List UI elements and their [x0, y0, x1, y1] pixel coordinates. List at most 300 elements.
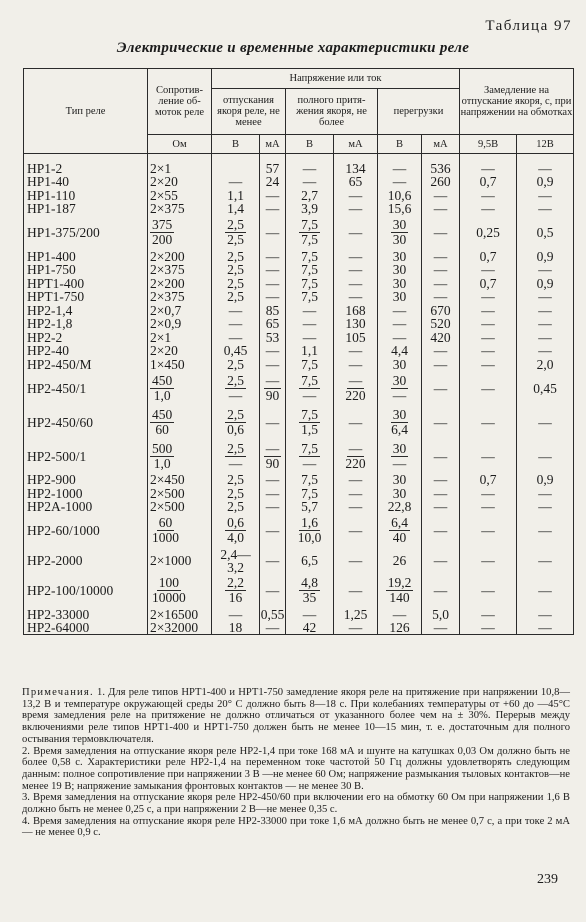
overload-v-cell: 30	[378, 473, 422, 487]
overload-ma-cell: —	[422, 621, 460, 635]
note-1-text: 1. Для реле типов НРТ1-400 и НРТ1-750 замедление якоря реле на притяжение при напряжении 10,8—13,2 В и температуре окружающей среды 20° С должно быть 8—18 с. При колебаниях температуры от +60 до —45°С время замедления реле на притяжение не должно отличаться от указанного более чем на ± 30%. Перерыв между включениями реле типов НРТ1-400 и НРТ1-750 должен быть не менее 10—15 мин, т. е. достаточным для полного остывания термовключателя.	[22, 687, 571, 745]
release-ma-cell: —	[260, 202, 286, 216]
release-ma-cell: —	[260, 358, 286, 372]
relay-type-cell: НР2-450/1	[24, 371, 148, 405]
denominator: 90	[265, 387, 280, 403]
delay-95-cell: —	[460, 331, 517, 345]
denominator: 4,0	[227, 530, 244, 545]
delay-95-cell: 0,7	[460, 473, 517, 487]
delay-12-cell: —	[517, 405, 574, 439]
relay-type-cell: НР2-450/М	[24, 358, 148, 372]
table-row	[24, 358, 574, 372]
header-unit-ma: мА	[422, 135, 460, 154]
relay-type-cell: НР2-1000	[24, 487, 148, 501]
delay-95-cell: —	[460, 263, 517, 277]
resistance-cell: 2×375	[148, 263, 212, 277]
denominator: 90	[265, 455, 280, 471]
denominator: —	[228, 455, 243, 471]
denominator: 7,5	[301, 232, 318, 247]
header-resistance: Сопротив-ление об-моток реле	[148, 69, 212, 135]
denominator: —	[302, 387, 317, 403]
header-delay-95: 9,5В	[460, 135, 517, 154]
release-ma-cell: 53	[260, 331, 286, 345]
table-row	[24, 548, 574, 574]
delay-12-cell: —	[517, 304, 574, 318]
denominator: 1,0	[153, 455, 171, 471]
release-v-cell: 2,4—3,2	[212, 548, 260, 574]
relay-type-cell: НР2-2	[24, 331, 148, 345]
fraction-value	[150, 408, 174, 437]
note-2: 2. Время замедления на отпускание якоря реле НР2-1,4 при токе 168 мА и шунте на катушках 0,03 Ом должно быть не более 0,58 с. Характеристики реле НР2-1,4 на переменном токе частотой 50 Гц должны удовлетворять следующим данным: полное сопротивление при напряжении 3 В —не менее 60 Ом; напряжение размыкания тыловых контактов—не менее 19 В; напряжение замыкания фронтовых контактов — не менее 30 В.	[22, 745, 570, 792]
overload-ma-cell: —	[422, 202, 460, 216]
delay-12-cell: 0,9	[517, 473, 574, 487]
fraction-value	[264, 374, 282, 403]
attract-v-cell: —	[286, 154, 334, 176]
overload-ma-cell: —	[422, 548, 460, 574]
numerator: 2,5	[227, 372, 244, 388]
attract-v-cell: 1,1	[286, 344, 334, 358]
delay-95-cell: —	[460, 487, 517, 501]
attract-v-cell: 3,9	[286, 202, 334, 216]
overload-ma-cell: —	[422, 290, 460, 304]
release-v-cell: —	[212, 608, 260, 622]
table-row	[24, 189, 574, 203]
table-row	[24, 250, 574, 264]
denominator: 1,5	[301, 421, 318, 437]
header-delay: Замедление на отпускание якоря, с, при напряжении на обмотках	[460, 69, 574, 135]
relay-type-cell: НР2-1,4	[24, 304, 148, 318]
header-unit-v: В	[286, 135, 334, 154]
delay-95-cell: —	[460, 358, 517, 372]
attract-ma-cell	[334, 439, 378, 473]
delay-12-cell: 0,9	[517, 250, 574, 264]
overload-v-cell	[378, 439, 422, 473]
release-ma-cell: —	[260, 216, 286, 250]
page-number: 239	[537, 872, 558, 887]
overload-v-cell: —	[378, 154, 422, 176]
resistance-cell: 2×200	[148, 250, 212, 264]
relay-type-cell: НР2-64000	[24, 621, 148, 635]
numerator: 30	[392, 372, 407, 388]
delay-95-cell: —	[460, 439, 517, 473]
attract-v-cell: —	[286, 175, 334, 189]
attract-ma-cell: —	[334, 500, 378, 514]
overload-ma-cell: —	[422, 473, 460, 487]
delay-12-cell: —	[517, 154, 574, 176]
table-row	[24, 344, 574, 358]
numerator: —	[265, 440, 280, 456]
denominator: 220	[345, 387, 366, 403]
release-v-cell: —	[212, 317, 260, 331]
release-v-cell: —	[212, 331, 260, 345]
overload-v-cell: 26	[378, 548, 422, 574]
table-row	[24, 304, 574, 318]
attract-ma-cell: —	[334, 202, 378, 216]
delay-12-cell: —	[517, 621, 574, 635]
delay-95-cell: —	[460, 514, 517, 548]
numerator: 6,4	[391, 515, 408, 530]
overload-v-cell: 30	[378, 487, 422, 501]
resistance-cell: 2×20	[148, 344, 212, 358]
fraction-value	[299, 442, 320, 471]
denominator: 60	[155, 421, 169, 437]
denominator: 200	[152, 232, 173, 247]
relay-type-cell: НР1-110	[24, 189, 148, 203]
attract-ma-cell: —	[334, 548, 378, 574]
resistance-cell: 2×0,7	[148, 304, 212, 318]
table-row	[24, 473, 574, 487]
attract-v-cell: —	[286, 304, 334, 318]
release-v-cell: 2,5	[212, 277, 260, 291]
relay-type-cell: НР1-40	[24, 175, 148, 189]
denominator: 220	[345, 455, 366, 471]
release-v-cell	[212, 371, 260, 405]
attract-ma-cell: 168	[334, 304, 378, 318]
release-ma-cell: —	[260, 263, 286, 277]
release-v-cell	[212, 514, 260, 548]
attract-ma-cell: —	[334, 621, 378, 635]
numerator: 500	[152, 440, 173, 456]
table-row	[24, 371, 574, 405]
overload-v-cell	[378, 405, 422, 439]
numerator: 30	[392, 406, 407, 422]
overload-v-cell: 30	[378, 277, 422, 291]
attract-ma-cell: —	[334, 263, 378, 277]
delay-95-cell: —	[460, 304, 517, 318]
numerator: 7,5	[301, 406, 318, 422]
overload-ma-cell: —	[422, 371, 460, 405]
delay-12-cell: —	[517, 500, 574, 514]
denominator: 140	[389, 590, 410, 605]
attract-v-cell: 42	[286, 621, 334, 635]
numerator: 100	[158, 575, 179, 590]
release-ma-cell: —	[260, 344, 286, 358]
overload-ma-cell: —	[422, 263, 460, 277]
relay-type-cell: НР2-500/1	[24, 439, 148, 473]
header-unit-ohm: Ом	[148, 135, 212, 154]
release-v-cell: 2,5	[212, 290, 260, 304]
attract-ma-cell: —	[334, 473, 378, 487]
denominator: 10,0	[297, 530, 322, 545]
relay-type-cell: НР2-40	[24, 344, 148, 358]
numerator: —	[348, 372, 363, 388]
denominator: 10000	[152, 590, 186, 605]
denominator: 35	[302, 590, 317, 605]
denominator: —	[392, 455, 407, 471]
release-ma-cell: —	[260, 277, 286, 291]
denominator: 6,4	[391, 421, 408, 437]
overload-ma-cell: 260	[422, 175, 460, 189]
overload-ma-cell: —	[422, 216, 460, 250]
attract-v-cell: 7,5	[286, 358, 334, 372]
attract-ma-cell: 105	[334, 331, 378, 345]
attract-ma-cell: —	[334, 277, 378, 291]
release-v-cell: —	[212, 304, 260, 318]
delay-12-cell: —	[517, 548, 574, 574]
denominator: 1,0	[153, 387, 171, 403]
attract-ma-cell: —	[334, 344, 378, 358]
fraction-value	[389, 516, 410, 545]
delay-95-cell: —	[460, 154, 517, 176]
numerator: 30	[392, 440, 407, 456]
overload-ma-cell: —	[422, 344, 460, 358]
resistance-cell: 2×1	[148, 154, 212, 176]
release-ma-cell: —	[260, 548, 286, 574]
table-row	[24, 202, 574, 216]
delay-12-cell: —	[517, 439, 574, 473]
fraction-value	[391, 374, 409, 403]
fraction-value	[225, 374, 246, 403]
delay-95-cell: —	[460, 189, 517, 203]
attract-v-cell: 7,5	[286, 277, 334, 291]
delay-95-cell: —	[460, 344, 517, 358]
release-ma-cell: —	[260, 405, 286, 439]
resistance-cell: 2×500	[148, 500, 212, 514]
attract-v-cell: 7,5	[286, 487, 334, 501]
delay-95-cell: 0,7	[460, 277, 517, 291]
denominator: 16	[228, 590, 243, 605]
attract-ma-cell: —	[334, 358, 378, 372]
fraction-value	[389, 408, 410, 437]
delay-95-cell: —	[460, 405, 517, 439]
delay-12-cell: —	[517, 344, 574, 358]
release-ma-cell: —	[260, 250, 286, 264]
overload-ma-cell: 420	[422, 331, 460, 345]
header-type: Тип реле	[24, 69, 148, 154]
fraction-value	[150, 218, 174, 247]
overload-ma-cell: —	[422, 439, 460, 473]
delay-95-cell: 0,7	[460, 175, 517, 189]
delay-12-cell: —	[517, 608, 574, 622]
overload-ma-cell: —	[422, 514, 460, 548]
relay-type-cell: НР2-1,8	[24, 317, 148, 331]
release-ma-cell: —	[260, 189, 286, 203]
resistance-cell	[148, 405, 212, 439]
delay-95-cell: —	[460, 317, 517, 331]
numerator: 7,5	[301, 372, 318, 388]
attract-v-cell: 7,5	[286, 473, 334, 487]
header-overload: перегрузки	[378, 89, 460, 135]
overload-v-cell: —	[378, 304, 422, 318]
attract-v-cell: 2,7	[286, 189, 334, 203]
note-3: 3. Время замедления на отпускание якоря реле НР2-450/60 при включении его на обмотку 60 Ом при напряжении 1,6 В должно быть не менее 0,25 с, а при напряжении 2 В—не менее 0,35 с.	[22, 792, 570, 816]
numerator: 7,5	[301, 217, 318, 232]
note-1	[22, 687, 570, 746]
table-row	[24, 621, 574, 635]
resistance-cell: 2×450	[148, 473, 212, 487]
delay-95-cell: —	[460, 621, 517, 635]
resistance-cell: 1×450	[148, 358, 212, 372]
attract-ma-cell: —	[334, 405, 378, 439]
numerator: 7,5	[301, 440, 318, 456]
attract-v-cell: —	[286, 317, 334, 331]
relay-type-cell: НРТ1-400	[24, 277, 148, 291]
delay-12-cell: —	[517, 574, 574, 608]
release-v-cell: 18	[212, 621, 260, 635]
attract-v-cell: 6,5	[286, 548, 334, 574]
header-unit-v: В	[212, 135, 260, 154]
fraction-value	[225, 516, 246, 545]
resistance-cell: 2×20	[148, 175, 212, 189]
denominator: —	[392, 387, 407, 403]
overload-ma-cell: 536	[422, 154, 460, 176]
attract-v-cell	[286, 574, 334, 608]
numerator: 19,2	[387, 575, 412, 590]
delay-12-cell: —	[517, 317, 574, 331]
header-unit-v: В	[378, 135, 422, 154]
header-voltage-group: Напряжение или ток	[212, 69, 460, 89]
release-ma-cell	[260, 439, 286, 473]
attract-ma-cell	[334, 371, 378, 405]
numerator: 2,5	[227, 440, 244, 456]
release-ma-cell: —	[260, 473, 286, 487]
fraction-value	[225, 408, 246, 437]
release-v-cell: 1,1	[212, 189, 260, 203]
relay-type-cell: НР1-400	[24, 250, 148, 264]
attract-v-cell: 7,5	[286, 250, 334, 264]
release-v-cell	[212, 154, 260, 176]
relay-type-cell: НР2-2000	[24, 548, 148, 574]
relay-type-cell: НР1-187	[24, 202, 148, 216]
release-ma-cell: —	[260, 514, 286, 548]
fraction-value	[150, 576, 188, 605]
table-row	[24, 405, 574, 439]
relay-type-cell: НР2-60/1000	[24, 514, 148, 548]
header-delay-12: 12В	[517, 135, 574, 154]
release-v-cell: 1,4	[212, 202, 260, 216]
relay-type-cell: НР2-33000	[24, 608, 148, 622]
overload-v-cell: —	[378, 317, 422, 331]
attract-ma-cell: —	[334, 250, 378, 264]
release-v-cell: —	[212, 175, 260, 189]
release-ma-cell: 85	[260, 304, 286, 318]
overload-v-cell: —	[378, 331, 422, 345]
overload-ma-cell: —	[422, 500, 460, 514]
denominator: 2,5	[227, 232, 244, 247]
resistance-cell: 2×1000	[148, 548, 212, 574]
resistance-cell: 2×500	[148, 487, 212, 501]
table-row	[24, 331, 574, 345]
table-row	[24, 277, 574, 291]
overload-ma-cell: —	[422, 277, 460, 291]
release-ma-cell: 24	[260, 175, 286, 189]
overload-v-cell: 30	[378, 290, 422, 304]
overload-v-cell: 15,6	[378, 202, 422, 216]
release-v-cell	[212, 439, 260, 473]
resistance-cell: 2×0,9	[148, 317, 212, 331]
resistance-cell	[148, 371, 212, 405]
relay-type-cell: НР1-750	[24, 263, 148, 277]
release-v-cell: 2,5	[212, 358, 260, 372]
attract-v-cell: 7,5	[286, 290, 334, 304]
overload-ma-cell: 520	[422, 317, 460, 331]
release-v-cell: 2,5	[212, 250, 260, 264]
table-row	[24, 175, 574, 189]
numerator: 4,8	[301, 575, 318, 590]
attract-v-cell: —	[286, 331, 334, 345]
release-ma-cell: —	[260, 290, 286, 304]
release-v-cell	[212, 574, 260, 608]
overload-v-cell: 30	[378, 263, 422, 277]
header-attract: полного притя-жения якоря, не более	[286, 89, 378, 135]
table-row	[24, 216, 574, 250]
relay-type-cell: НР2-450/60	[24, 405, 148, 439]
relay-type-cell: НР2А-1000	[24, 500, 148, 514]
fraction-value	[343, 442, 367, 471]
overload-v-cell	[378, 574, 422, 608]
resistance-cell: 2×32000	[148, 621, 212, 635]
attract-v-cell	[286, 216, 334, 250]
release-v-cell	[212, 216, 260, 250]
release-v-cell: 2,5	[212, 473, 260, 487]
attract-ma-cell: —	[334, 290, 378, 304]
denominator: 40	[392, 530, 407, 545]
delay-12-cell: —	[517, 514, 574, 548]
attract-v-cell: 5,7	[286, 500, 334, 514]
relay-table	[23, 68, 574, 635]
table-row	[24, 500, 574, 514]
overload-v-cell	[378, 216, 422, 250]
attract-v-cell: 7,5	[286, 263, 334, 277]
fraction-value	[225, 442, 246, 471]
delay-95-cell: —	[460, 574, 517, 608]
attract-ma-cell: 134	[334, 154, 378, 176]
fraction-value	[299, 218, 320, 247]
resistance-cell: 2×375	[148, 290, 212, 304]
numerator: 450	[152, 372, 173, 388]
relay-type-cell: НРТ1-750	[24, 290, 148, 304]
resistance-cell: 2×200	[148, 277, 212, 291]
delay-95-cell: —	[460, 500, 517, 514]
release-ma-cell: —	[260, 574, 286, 608]
denominator: 1000	[152, 530, 179, 545]
attract-v-cell	[286, 405, 334, 439]
overload-ma-cell: —	[422, 358, 460, 372]
numerator: 1,6	[301, 515, 318, 530]
delay-95-cell: —	[460, 202, 517, 216]
delay-95-cell: —	[460, 290, 517, 304]
numerator: —	[348, 440, 363, 456]
relay-type-cell: НР1-375/200	[24, 216, 148, 250]
overload-v-cell	[378, 371, 422, 405]
release-v-cell: 2,5	[212, 487, 260, 501]
notes-label: Примечания.	[22, 687, 94, 698]
numerator: 2,5	[227, 406, 244, 422]
release-ma-cell: 57	[260, 154, 286, 176]
relay-type-cell: НР2-900	[24, 473, 148, 487]
delay-12-cell: 0,9	[517, 175, 574, 189]
overload-v-cell: —	[378, 608, 422, 622]
fraction-value	[150, 374, 174, 403]
overload-ma-cell: —	[422, 405, 460, 439]
numerator: 375	[152, 217, 173, 232]
table-row	[24, 290, 574, 304]
overload-v-cell: 126	[378, 621, 422, 635]
attract-v-cell	[286, 439, 334, 473]
overload-ma-cell: —	[422, 250, 460, 264]
attract-v-cell: —	[286, 608, 334, 622]
denominator: 30	[392, 232, 407, 247]
attract-ma-cell: 65	[334, 175, 378, 189]
resistance-cell: 2×1	[148, 331, 212, 345]
release-ma-cell: 65	[260, 317, 286, 331]
table-row	[24, 514, 574, 548]
overload-v-cell: 30	[378, 250, 422, 264]
resistance-cell	[148, 216, 212, 250]
release-ma-cell: —	[260, 487, 286, 501]
fraction-value	[391, 442, 409, 471]
table-row	[24, 487, 574, 501]
